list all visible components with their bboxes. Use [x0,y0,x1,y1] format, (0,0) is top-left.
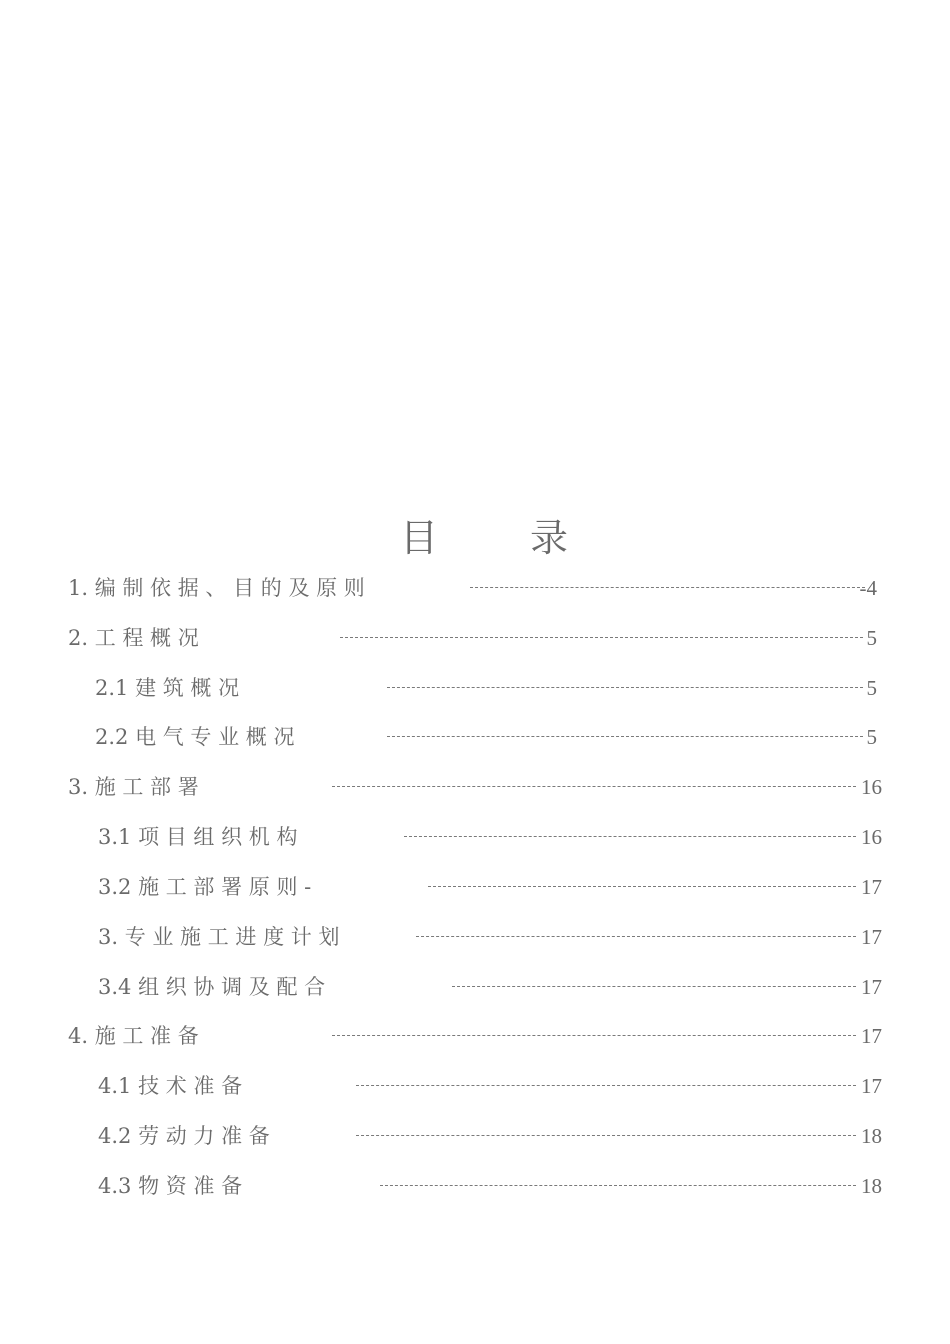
toc-leader-dashes [356,1085,856,1086]
toc-entry[interactable] [0,972,950,1002]
toc-entry-page: -4 [859,576,877,600]
toc-leader-dashes [356,1135,856,1136]
toc-entry-label: 3.4 组 织 协 调 及 配 合 [98,975,326,999]
toc-entry[interactable] [0,722,950,752]
toc-entry-page: 5 [866,676,877,700]
toc-leader-dashes [340,637,863,638]
toc-entry[interactable] [0,822,950,852]
toc-entry-page: 17 [861,1024,882,1048]
toc-entry[interactable] [0,1171,950,1201]
toc-entry-label: 3. 专 业 施 工 进 度 计 划 [98,925,340,949]
toc-entry-page: 18 [861,1124,882,1148]
toc-title-char-1: 目 [400,516,439,560]
toc-leader-dashes [380,1185,856,1186]
toc-leader-dashes [470,587,865,588]
toc-entry-page: 18 [861,1174,882,1198]
toc-leader-dashes [404,836,856,837]
toc-leader-dashes [452,986,856,987]
toc-entry-label: 3. 施 工 部 署 [68,775,199,799]
toc-leader-dashes [428,886,856,887]
toc-leader-dashes [387,687,863,688]
toc-entry-page: 17 [861,1074,882,1098]
toc-entry-label: 4.2 劳 动 力 准 备 [98,1124,270,1148]
toc-entry[interactable] [0,1121,950,1151]
toc-entry[interactable] [0,623,950,653]
toc-entry-page: 17 [861,875,882,899]
toc-entry[interactable] [0,772,950,802]
toc-entry-label: 2.2 电 气 专 业 概 况 [95,725,295,749]
toc-entry-label: 4.1 技 术 准 备 [98,1074,243,1098]
toc-entry-page: 16 [861,775,882,799]
toc-leader-dashes [416,936,856,937]
toc-entry-page: 17 [861,925,882,949]
toc-entry-label: 4.3 物 资 准 备 [98,1174,243,1198]
toc-leader-dashes [332,786,856,787]
toc-entry-label: 4. 施 工 准 备 [68,1024,199,1048]
toc-title [0,508,950,568]
toc-entry[interactable] [0,1071,950,1101]
toc-entry[interactable] [0,922,950,952]
toc-entry-label: 1. 编 制 依 据 、 目 的 及 原 则 [68,576,365,600]
toc-entry-label: 3.2 施 工 部 署 原 则 - [98,875,312,899]
toc-entry-label: 3.1 项 目 组 织 机 构 [98,825,298,849]
toc-entry-page: 16 [861,825,882,849]
toc-leader-dashes [332,1035,856,1036]
toc-entry-label: 2.1 建 筑 概 况 [95,676,240,700]
toc-leader-dashes [387,736,863,737]
toc-entry-page: 17 [861,975,882,999]
toc-entry[interactable] [0,573,950,603]
toc-entry[interactable] [0,673,950,703]
toc-entry[interactable] [0,872,950,902]
toc-entry-page: 5 [866,626,877,650]
toc-entry-label: 2. 工 程 概 况 [68,626,199,650]
toc-entry[interactable] [0,1021,950,1051]
toc-entry-page: 5 [866,725,877,749]
toc-title-char-2: 录 [530,516,569,560]
